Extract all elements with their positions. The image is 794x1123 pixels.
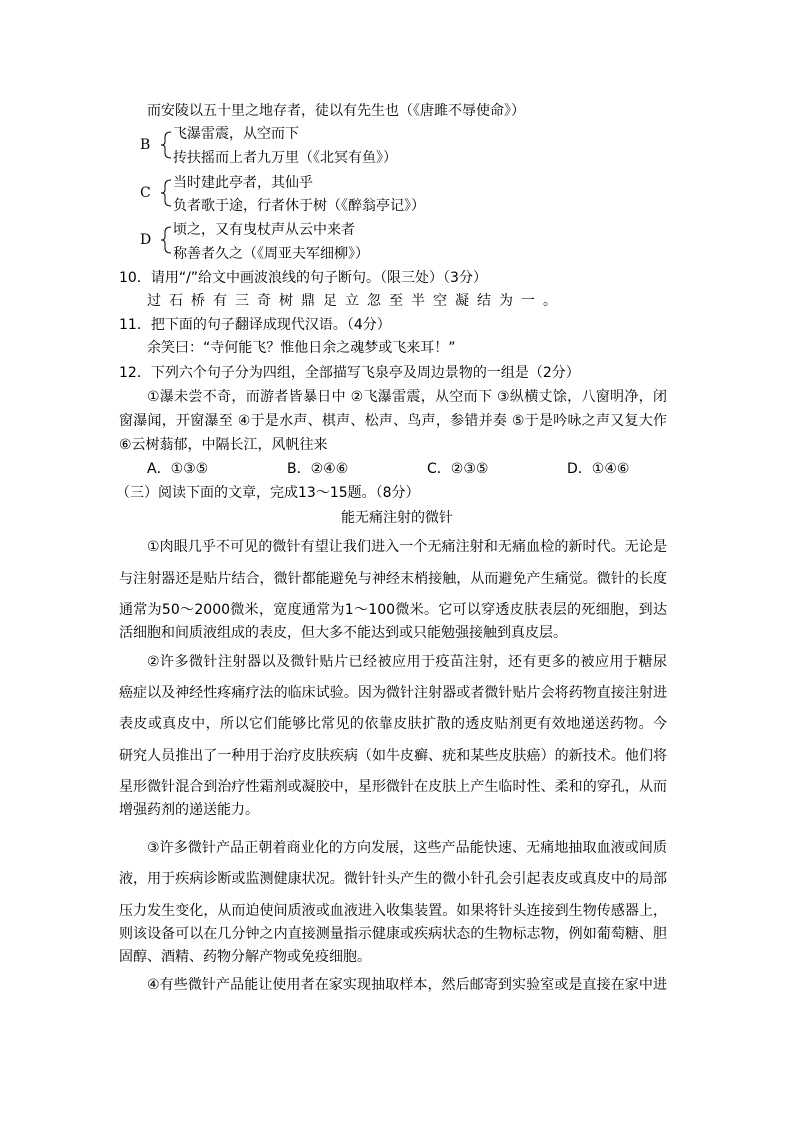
article-line: 研究人员推出了一种用于治疗皮肤疾病（如牛皮癣、疣和某些皮肤癌）的新技术。他们将 bbox=[119, 748, 667, 764]
option-a: A．①③⑤ bbox=[147, 461, 209, 477]
article-line: ②许多微针注射器以及微针贴片已经被应用于疫苗注射，还有更多的被应用于糖尿 bbox=[147, 654, 667, 670]
article-line: ④有些微针产品能让使用者在家实现抽取样本，然后邮寄到实验室或是直接在家中进 bbox=[147, 977, 667, 993]
choice-letter: B bbox=[140, 137, 151, 153]
choice-line: 当时建此亭者，其仙乎 bbox=[173, 175, 313, 191]
article-line: 增强药剂的递送能力。 bbox=[119, 802, 259, 818]
choice-line: 称善者久之（《周亚夫军细柳》） bbox=[173, 246, 369, 262]
choice-line: 抟扶摇而上者九万里（《北冥有鱼》） bbox=[173, 150, 397, 166]
article-line: 星形微针混合到治疗性霜剂或凝胶中，星形微针在皮肤上产生临时性、柔和的穿孔，从而 bbox=[119, 779, 667, 795]
option-b: B．②④⑥ bbox=[287, 461, 349, 477]
article-line: 液，用于疾病诊断或监测健康状况。微针针头产生的微小针孔会引起表皮或真皮中的局部 bbox=[119, 871, 667, 887]
article-title: 能无痛注射的微针 bbox=[341, 510, 453, 526]
option-c: C．②③⑤ bbox=[427, 461, 489, 477]
article-line: ③许多微针产品正朝着商业化的方向发展，这些产品能快速、无痛地抽取血液或间质 bbox=[147, 840, 667, 856]
choice-letter: D bbox=[140, 232, 152, 248]
choice-letter: C bbox=[140, 185, 151, 201]
question-12-line: 窗瀑闻，开窗瀑至 ④于是水声、棋声、松声、鸟声，参错并奏 ⑤于是吟咏之声又复大作 bbox=[119, 413, 667, 429]
question-12-line: ⑥云树蓊郁，中隔长江，风帆往来 bbox=[119, 437, 328, 453]
question-12-line: ①瀑未尝不奇，而游者皆暴日中 ②飞瀑雷震，从空而下 ③纵横丈馀，八窗明净，闭 bbox=[147, 389, 667, 405]
article-line: 压力发生变化，从而迫使间质液或血液进入收集装置。如果将针头连接到生物传感器上， bbox=[119, 903, 667, 919]
option-a-continuation: 而安陵以五十里之地存者，徒以有先生也（《唐雎不辱使命》） bbox=[147, 103, 525, 119]
brace-icon bbox=[157, 130, 173, 160]
question-10-prompt: 10．请用“/”给文中画波浪线的句子断句。（限三处）（3分） bbox=[119, 270, 487, 286]
article-line: 固醇、酒精、药物分解产物或免疫细胞。 bbox=[119, 949, 371, 965]
choice-line: 飞瀑雷震，从空而下 bbox=[173, 126, 299, 142]
section-heading: （三）阅读下面的文章，完成13～15题。（8分） bbox=[116, 485, 420, 501]
question-12-prompt: 12．下列六个句子分为四组，全部描写飞泉亭及周边景物的一组是（2分） bbox=[119, 365, 580, 381]
article-line: 活细胞和间质液组成的表皮，但大多不能达到或只能勉强接触到真皮层。 bbox=[119, 625, 567, 641]
article-line: 表皮或真皮中，所以它们能够比常见的依靠皮肤扩散的透皮贴剂更有效地递送药物。今 bbox=[119, 716, 667, 732]
question-11-prompt: 11．把下面的句子翻译成现代汉语。（4分） bbox=[119, 317, 391, 333]
brace-icon bbox=[157, 225, 173, 255]
brace-icon bbox=[157, 178, 173, 208]
article-line: 与注射器还是贴片结合，微针都能避免与神经末梢接触，从而避免产生痛觉。微针的长度 bbox=[119, 571, 667, 587]
article-line: 则该设备可以在几分钟之内直接测量指示健康或疾病状态的生物标志物，例如葡萄糖、胆 bbox=[119, 926, 667, 942]
article-line: 癌症以及神经性疼痛疗法的临床试验。因为微针注射器或者微针贴片会将药物直接注射进 bbox=[119, 685, 667, 701]
question-11-sentence: 余笑曰：“寺何能飞？惟他日余之魂梦或飞来耳！” bbox=[147, 340, 456, 356]
article-line: ①肉眼几乎不可见的微针有望让我们进入一个无痛注射和无痛血检的新时代。无论是 bbox=[147, 539, 667, 555]
choice-line: 负者歌于途，行者休于树（《醉翁亭记》） bbox=[173, 198, 425, 214]
choice-line: 顷之，又有曳杖声从云中来者 bbox=[173, 222, 355, 238]
question-10-sentence: 过石桥有三奇树鼎足立忽至半空凝结为一。 bbox=[147, 293, 565, 309]
option-d: D．①④⑥ bbox=[567, 461, 630, 477]
article-line: 通常为50～2000微米，宽度通常为1～100微米。它可以穿透皮肤表层的死细胞，到达 bbox=[119, 602, 667, 618]
